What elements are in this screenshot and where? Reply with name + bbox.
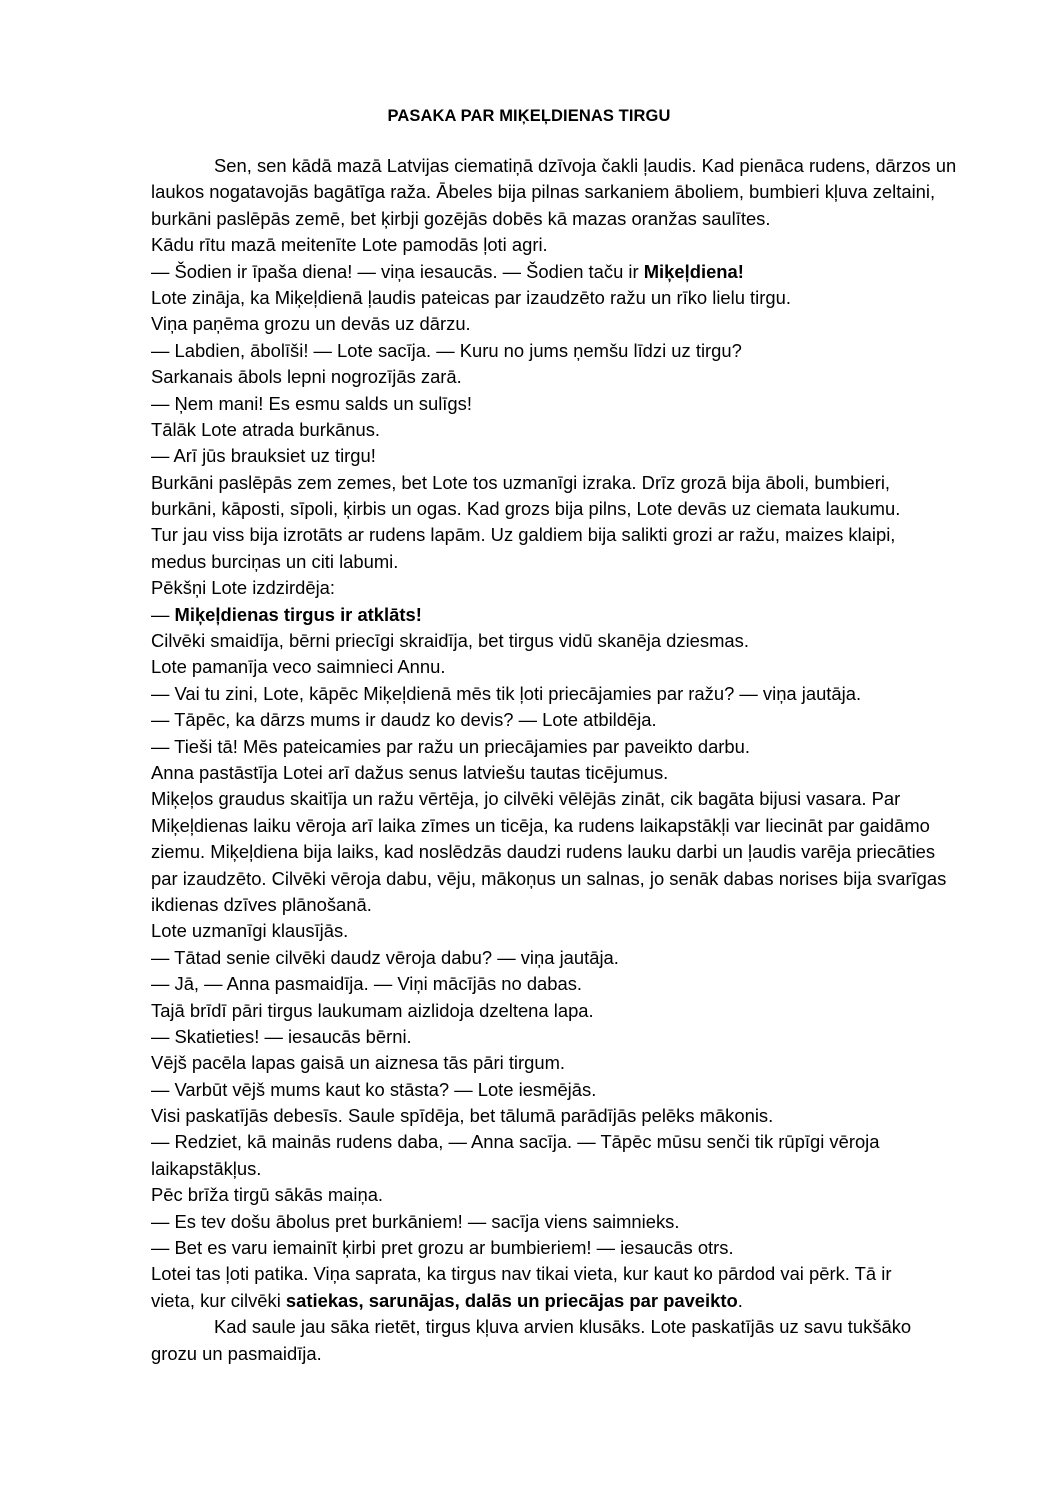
line-text: — Labdien, ābolīši! — Lote sacīja. — Kuru no jums ņemšu līdzi uz tirgu? — [151, 339, 742, 361]
line-text: Miķeļos graudus skaitīja un ražu vērtēja, jo cilvēki vēlējās zināt, cik bagāta bijusi vasara. Par — [151, 788, 901, 810]
text-line — [151, 892, 951, 918]
text-line — [151, 1103, 951, 1129]
line-text: — Arī jūs brauksiet uz tirgu! — [151, 445, 376, 467]
line-text: Viņa paņēma grozu un devās uz dārzu. — [151, 313, 471, 335]
line-text: — Es tev došu ābolus pret burkāniem! — sacīja viens saimnieks. — [151, 1210, 680, 1232]
text-line — [151, 575, 951, 601]
text-line — [151, 549, 951, 575]
line-text: Lote zināja, ka Miķeļdienā ļaudis pateicas par izaudzēto ražu un rīko lielu tirgu. — [151, 286, 791, 308]
text-line — [151, 522, 951, 548]
line-text: — Ņem mani! Es esmu salds un sulīgs! — [151, 392, 472, 414]
text-line — [151, 707, 951, 733]
line-text-end: . — [737, 1289, 743, 1311]
line-text: Visi paskatījās debesīs. Saule spīdēja, bet tālumā parādījās pelēks mākonis. — [151, 1105, 774, 1127]
text-line — [151, 654, 951, 680]
text-line — [151, 734, 951, 760]
line-text: Sen, sen kādā mazā Latvijas ciematiņā dzīvoja čakli ļaudis. Kad pienāca rudens, dārzos un — [214, 155, 957, 176]
text-line — [151, 364, 951, 390]
line-text: laukos nogatavojās bagātīga raža. Ābeles bija pilnas sarkaniem āboliem, bumbieri kļuva zeltaini, — [151, 181, 936, 203]
line-text: — Tieši tā! Mēs pateicamies par ražu un priecājamies par paveikto darbu. — [151, 735, 750, 757]
text-line — [151, 971, 951, 997]
text-line — [151, 1261, 951, 1287]
line-text: grozu un pasmaidīja. — [151, 1342, 322, 1364]
line-text: — Šodien ir īpaša diena! — viņa iesaucās. — Šodien taču ir — [151, 260, 644, 282]
line-text: medus burciņas un citi labumi. — [151, 550, 399, 572]
text-line — [151, 1050, 951, 1076]
text-line — [151, 1209, 951, 1235]
line-text: Kad saule jau sāka rietēt, tirgus kļuva arvien klusāks. Lote paskatījās uz savu tukšāko — [214, 1316, 912, 1338]
text-line — [151, 1235, 951, 1261]
line-text: vieta, kur cilvēki — [151, 1289, 286, 1311]
text-line — [151, 945, 951, 971]
line-text: ikdienas dzīves plānošanā. — [151, 893, 372, 915]
document-title: PASAKA PAR MIĶEĻDIENAS TIRGU — [387, 107, 671, 125]
bold-text: Miķeļdiena! — [643, 260, 744, 282]
line-text: — Redziet, kā mainās rudens daba, — Anna sacīja. — Tāpēc mūsu senči tik rūpīgi vēroja — [151, 1131, 880, 1153]
line-text: — Tātad senie cilvēki daudz vēroja dabu? — viņa jautāja. — [151, 946, 619, 968]
text-line — [151, 285, 951, 311]
bold-text: Miķeļdienas tirgus ir atklāts! — [174, 603, 422, 625]
line-text: — Varbūt vējš mums kaut ko stāsta? — Lote iesmējās. — [151, 1078, 597, 1100]
line-text: — Skatieties! — iesaucās bērni. — [151, 1025, 412, 1047]
text-line — [151, 866, 951, 892]
text-line — [151, 496, 951, 522]
text-line — [151, 1341, 951, 1367]
line-text: Tālāk Lote atrada burkānus. — [151, 418, 381, 440]
text-line — [151, 1024, 951, 1050]
line-text: burkāni paslēpās zemē, bet ķirbji gozējās dobēs kā mazas oranžas saulītes. — [151, 207, 771, 229]
line-text: Tajā brīdī pāri tirgus laukumam aizlidoja dzeltena lapa. — [151, 999, 594, 1021]
text-line — [151, 232, 951, 258]
line-text: Vējš pacēla lapas gaisā un aiznesa tās pāri tirgum. — [151, 1052, 566, 1074]
text-line — [151, 998, 951, 1024]
line-text: Sarkanais ābols lepni nogrozījās zarā. — [151, 366, 462, 388]
text-line — [151, 470, 951, 496]
text-line — [151, 760, 951, 786]
line-text: Burkāni paslēpās zem zemes, bet Lote tos uzmanīgi izraka. Drīz grozā bija āboli, bumbieri, — [151, 471, 891, 493]
line-text: par izaudzēto. Cilvēki vēroja dabu, vēju, mākoņus un salnas, jo senāk dabas norises bija svarīgas — [151, 867, 947, 889]
text-line — [151, 206, 951, 232]
text-line — [151, 918, 951, 944]
text-line — [151, 391, 951, 417]
line-text: Pēc brīža tirgū sākās maiņa. — [151, 1184, 384, 1206]
text-line — [151, 786, 951, 812]
text-line — [151, 1077, 951, 1103]
text-line — [151, 179, 951, 205]
line-text: Tur jau viss bija izrotāts ar rudens lapām. Uz galdiem bija salikti grozi ar ražu, maizes klaipi, — [151, 524, 896, 546]
text-line — [151, 628, 951, 654]
line-text: — Vai tu zini, Lote, kāpēc Miķeļdienā mēs tik ļoti priecājamies par ražu? — viņa jautāja. — [151, 682, 862, 704]
text-line — [151, 259, 951, 285]
line-text: Kādu rītu mazā meitenīte Lote pamodās ļoti agri. — [151, 234, 548, 256]
line-text: Anna pastāstīja Lotei arī dažus senus latviešu tautas ticējumus. — [151, 761, 669, 783]
line-text: — Tāpēc, ka dārzs mums ir daudz ko devis? — Lote atbildēja. — [151, 709, 657, 731]
text-line — [151, 813, 951, 839]
text-line — [151, 338, 951, 364]
text-line — [151, 417, 951, 443]
line-text: — — [151, 603, 175, 625]
text-line — [151, 153, 957, 179]
line-text: — Bet es varu iemainīt ķirbi pret grozu ar bumbieriem! — iesaucās otrs. — [151, 1237, 734, 1259]
line-text: Cilvēki smaidīja, bērni priecīgi skraidīja, bet tirgus vidū skanēja dziesmas. — [151, 630, 749, 652]
text-line — [151, 1288, 951, 1314]
line-text: Lote uzmanīgi klausījās. — [151, 920, 349, 942]
line-text: ziemu. Miķeļdiena bija laiks, kad noslēdzās daudzi rudens lauku darbi un ļaudis varēja priecāties — [151, 841, 936, 863]
text-line — [151, 311, 951, 337]
story-text — [151, 153, 957, 1367]
line-text: Pēkšņi Lote izdzirdēja: — [151, 577, 336, 599]
line-text: Lote pamanīja veco saimnieci Annu. — [151, 656, 446, 678]
text-line — [151, 1182, 951, 1208]
line-text: — Jā, — Anna pasmaidīja. — Viņi mācījās no dabas. — [151, 973, 583, 995]
line-text: Lotei tas ļoti patika. Viņa saprata, ka tirgus nav tikai vieta, kur kaut ko pārdod vai pērk. Tā ir — [151, 1263, 892, 1285]
line-text: laikapstākļus. — [151, 1157, 262, 1179]
text-line — [151, 839, 951, 865]
text-line — [151, 681, 951, 707]
text-line — [151, 1156, 951, 1182]
text-line — [151, 602, 951, 628]
line-text: Miķeļdienas laiku vēroja arī laika zīmes un ticēja, ka rudens laikapstākļi var liecināt par gaidāmo — [151, 814, 930, 836]
text-line — [151, 1129, 951, 1155]
text-line — [151, 443, 951, 469]
text-line — [151, 1314, 951, 1340]
line-text: burkāni, kāposti, sīpoli, ķirbis un ogas. Kad grozs bija pilns, Lote devās uz ciemata laukumu. — [151, 498, 901, 520]
bold-text: satiekas, sarunājas, dalās un priecājas par paveikto — [285, 1289, 738, 1311]
